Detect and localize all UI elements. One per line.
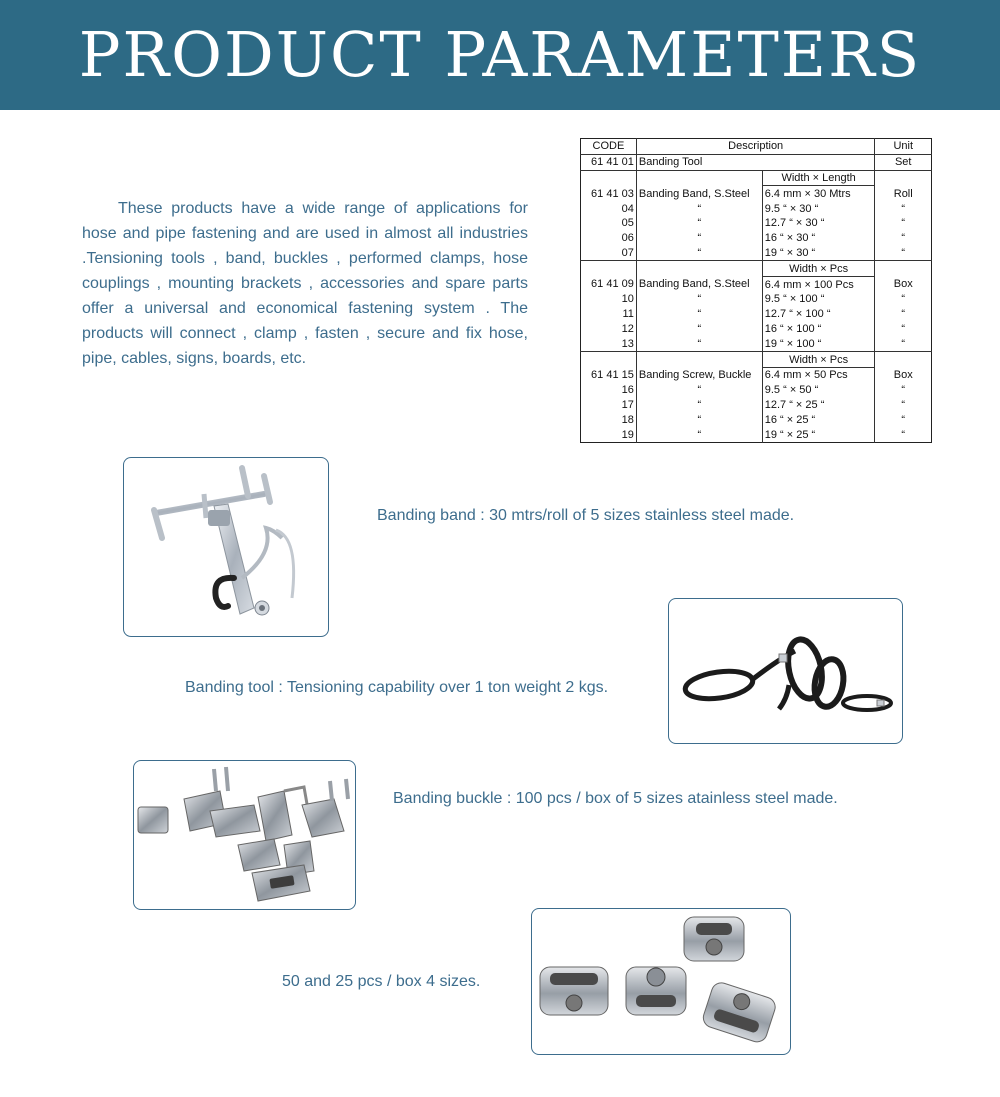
table-row bbox=[581, 216, 932, 231]
subheader-label: Width × Length bbox=[762, 170, 875, 186]
header-banner bbox=[0, 0, 1000, 110]
table-subheader-row bbox=[581, 261, 932, 277]
row-code: 61 41 01 bbox=[591, 156, 634, 169]
row-spec: 16 “ × 100 “ bbox=[762, 322, 875, 337]
intro-paragraph: These products have a wide range of applications for hose and pipe fastening and are used in almost all industries .Tensioning tools , band, buckles , performed clamps, hose couplings , mounting brackets , accessories and spare parts offer a universal and economical fastening system . The products will connect , clamp , fasten , secure and fix hose, pipe, cables, signs, boards, etc. bbox=[82, 200, 528, 367]
screw-buckle-icon bbox=[532, 909, 790, 1054]
row-unit: “ bbox=[875, 398, 932, 413]
product-caption: Banding tool : Tensioning capability over 1 ton weight 2 kgs. bbox=[185, 679, 609, 696]
subheader-name-cell bbox=[636, 170, 762, 186]
row-code: 11 bbox=[622, 308, 634, 321]
row-spec: 19 “ × 100 “ bbox=[762, 336, 875, 351]
row-code: 10 bbox=[621, 293, 634, 306]
row-spec: 6.4 mm × 100 Pcs bbox=[762, 277, 875, 292]
row-unit: Set bbox=[875, 154, 932, 170]
banding-buckle-photo bbox=[133, 760, 356, 910]
table-row bbox=[581, 336, 932, 351]
table-row bbox=[581, 383, 932, 398]
banding-band-photo bbox=[668, 598, 903, 744]
subheader-unit-cell bbox=[875, 170, 932, 186]
row-name: Banding Band, S.Steel bbox=[636, 277, 762, 292]
row-spec: 6.4 mm × 50 Pcs bbox=[762, 367, 875, 382]
row-unit: “ bbox=[875, 246, 932, 261]
row-code: 19 bbox=[621, 428, 634, 441]
product-caption: Banding band : 30 mtrs/roll of 5 sizes stainless steel made. bbox=[377, 507, 795, 524]
row-unit: Roll bbox=[875, 186, 932, 201]
row-spec: 12.7 “ × 30 “ bbox=[762, 216, 875, 231]
row-unit: “ bbox=[875, 383, 932, 398]
row-unit: “ bbox=[875, 216, 932, 231]
subheader-unit-cell bbox=[875, 352, 932, 368]
table-row bbox=[581, 154, 932, 170]
spec-table bbox=[580, 138, 932, 443]
subheader-code-cell bbox=[581, 352, 637, 368]
row-unit: “ bbox=[875, 231, 932, 246]
row-code: 13 bbox=[621, 337, 634, 350]
row-spec: 19 “ × 25 “ bbox=[762, 427, 875, 442]
product-caption: Banding buckle : 100 pcs / box of 5 sizes atainless steel made. bbox=[393, 790, 838, 807]
row-unit: Box bbox=[875, 367, 932, 382]
row-unit: “ bbox=[875, 336, 932, 351]
table-row bbox=[581, 412, 932, 427]
row-unit: Box bbox=[875, 277, 932, 292]
table-row bbox=[581, 427, 932, 442]
row-name: “ bbox=[636, 307, 762, 322]
row-name: “ bbox=[636, 336, 762, 351]
table-row bbox=[581, 231, 932, 246]
subheader-name-cell bbox=[636, 352, 762, 368]
row-unit: “ bbox=[875, 322, 932, 337]
row-code: 17 bbox=[621, 398, 634, 411]
row-code: 04 bbox=[621, 202, 634, 215]
row-unit: “ bbox=[875, 201, 932, 216]
row-name: “ bbox=[636, 322, 762, 337]
row-spec: 9.5 “ × 50 “ bbox=[762, 383, 875, 398]
table-row bbox=[581, 367, 932, 382]
row-code: 05 bbox=[621, 217, 634, 230]
row-code: 07 bbox=[621, 246, 634, 259]
row-spec: 16 “ × 30 “ bbox=[762, 231, 875, 246]
row-name: Banding Band, S.Steel bbox=[636, 186, 762, 201]
table-row bbox=[581, 246, 932, 261]
header-description: Description bbox=[636, 139, 875, 155]
header-unit: Unit bbox=[875, 139, 932, 155]
subheader-label: Width × Pcs bbox=[762, 352, 875, 368]
banding-band-icon bbox=[669, 599, 902, 743]
row-name: Banding Tool bbox=[636, 154, 875, 170]
row-name: “ bbox=[636, 216, 762, 231]
row-unit: “ bbox=[875, 412, 932, 427]
page-title: PRODUCT PARAMETERS bbox=[78, 18, 922, 91]
row-spec: 9.5 “ × 100 “ bbox=[762, 292, 875, 307]
row-code: 06 bbox=[621, 232, 634, 245]
row-code: 61 41 03 bbox=[591, 187, 634, 200]
row-name: “ bbox=[636, 398, 762, 413]
row-name: “ bbox=[636, 412, 762, 427]
header-code: CODE bbox=[581, 139, 637, 155]
subheader-name-cell bbox=[636, 261, 762, 277]
row-code: 12 bbox=[621, 322, 634, 335]
table-row bbox=[581, 186, 932, 201]
banding-tool-photo bbox=[123, 457, 329, 637]
row-spec: 6.4 mm × 30 Mtrs bbox=[762, 186, 875, 201]
row-spec: 12.7 “ × 25 “ bbox=[762, 398, 875, 413]
row-unit: “ bbox=[875, 427, 932, 442]
row-name: “ bbox=[636, 383, 762, 398]
table-header-row bbox=[581, 139, 932, 155]
table-row bbox=[581, 201, 932, 216]
banding-tool-icon bbox=[124, 458, 328, 636]
row-unit: “ bbox=[875, 292, 932, 307]
row-spec: 19 “ × 30 “ bbox=[762, 246, 875, 261]
screw-buckle-photo bbox=[531, 908, 791, 1055]
banding-buckle-icon bbox=[134, 761, 355, 909]
row-name: “ bbox=[636, 231, 762, 246]
table-row bbox=[581, 398, 932, 413]
table-subheader-row bbox=[581, 170, 932, 186]
subheader-label: Width × Pcs bbox=[762, 261, 875, 277]
row-name: “ bbox=[636, 292, 762, 307]
subheader-code-cell bbox=[581, 261, 637, 277]
row-code: 61 41 09 bbox=[591, 278, 634, 291]
row-name: “ bbox=[636, 427, 762, 442]
table-row bbox=[581, 322, 932, 337]
row-name: “ bbox=[636, 246, 762, 261]
row-code: 61 41 15 bbox=[591, 369, 634, 382]
subheader-unit-cell bbox=[875, 261, 932, 277]
table-row bbox=[581, 277, 932, 292]
row-name: Banding Screw, Buckle bbox=[636, 367, 762, 382]
row-unit: “ bbox=[875, 307, 932, 322]
subheader-code-cell bbox=[581, 170, 637, 186]
row-code: 18 bbox=[621, 413, 634, 426]
row-spec: 12.7 “ × 100 “ bbox=[762, 307, 875, 322]
table-row bbox=[581, 307, 932, 322]
product-caption: 50 and 25 pcs / box 4 sizes. bbox=[282, 973, 481, 990]
row-spec: 16 “ × 25 “ bbox=[762, 412, 875, 427]
row-name: “ bbox=[636, 201, 762, 216]
table-subheader-row bbox=[581, 352, 932, 368]
table-row bbox=[581, 292, 932, 307]
row-code: 16 bbox=[621, 384, 634, 397]
row-spec: 9.5 “ × 30 “ bbox=[762, 201, 875, 216]
